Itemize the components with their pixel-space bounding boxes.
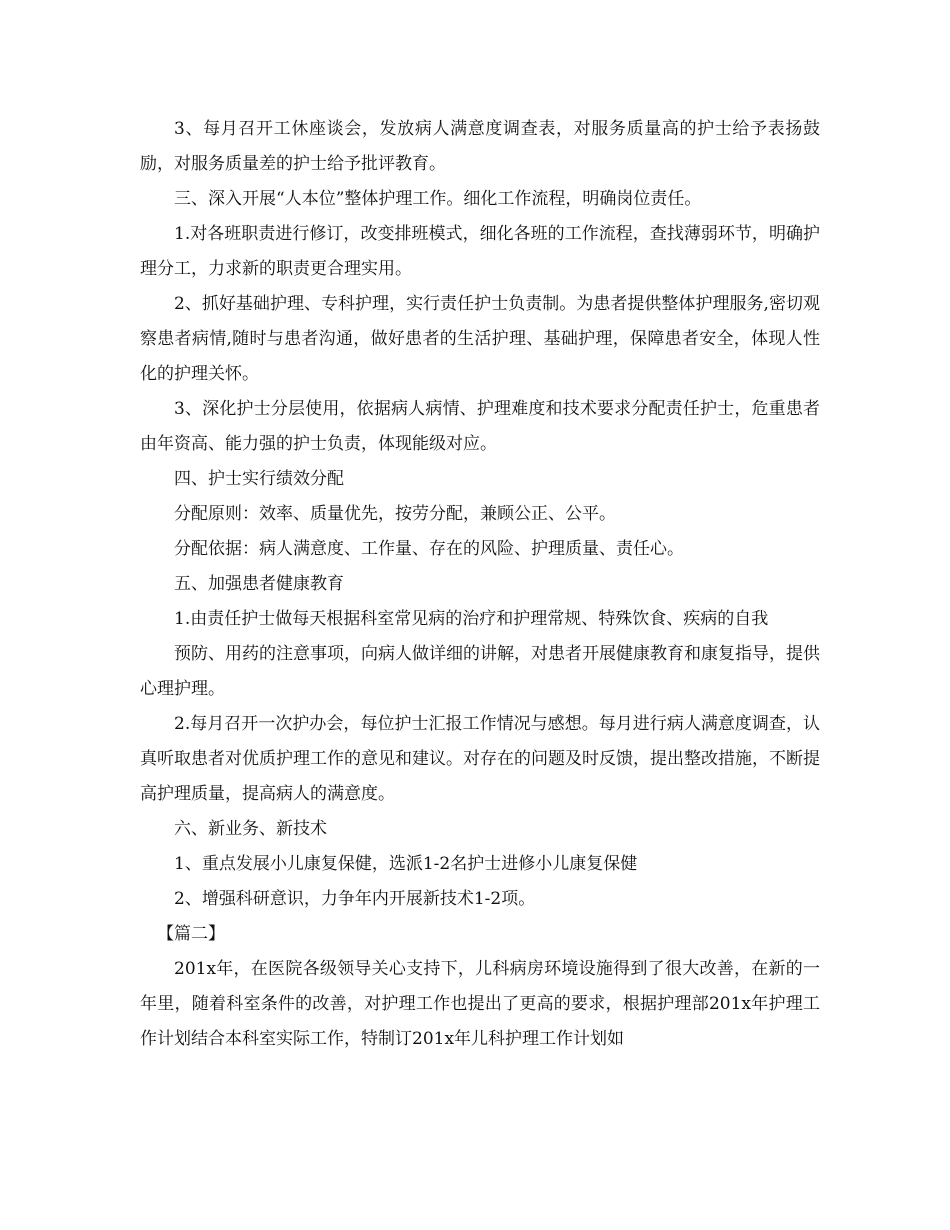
paragraph-11: 预防、用药的注意事项，向病人做详细的讲解，对患者开展健康教育和康复指导，提供心理护理。 (140, 644, 820, 699)
part-two-heading: 【篇二】 (157, 924, 225, 944)
paragraph-15: 2、增强科研意识，力争年内开展新技术1-2项。 (174, 889, 536, 909)
paragraph-5: 3、深化护士分层使用，依据病人病情、护理难度和技术要求分配责任护士，危重患者由年资高、能力强的护士负责，体现能级对应。 (140, 399, 820, 454)
paragraph-17: 201x年，在医院各级领导关心支持下，儿科病房环境设施得到了很大改善，在新的一年里，随着科室条件的改善，对护理工作也提出了更高的要求，根据护理部201x年护理工作计划结合本科室实际工作，特制订201x年儿科护理工作计划如 (140, 959, 820, 1049)
section-heading-5: 五、加强患者健康教育 (174, 574, 344, 594)
paragraph-12: 2.每月召开一次护办会，每位护士汇报工作情况与感想。每月进行病人满意度调查，认真听取患者对优质护理工作的意见和建议。对存在的问题及时反馈，提出整改措施，不断提高护理质量，提高病人的满意度。 (140, 714, 820, 804)
section-heading-6: 六、新业务、新技术 (174, 819, 327, 839)
paragraph-1: 3、每月召开工休座谈会，发放病人满意度调查表，对服务质量高的护士给予表扬鼓励，对服务质量差的护士给予批评教育。 (140, 119, 820, 174)
paragraph-4: 2、抓好基础护理、专科护理，实行责任护士负责制。为患者提供整体护理服务,密切观察患者病情,随时与患者沟通，做好患者的生活护理、基础护理，保障患者安全，体现人性化的护理关怀。 (140, 294, 820, 384)
section-heading-3: 三、深入开展“人本位”整体护理工作。细化工作流程，明确岗位责任。 (174, 189, 702, 209)
paragraph-7: 分配原则：效率、质量优先，按劳分配，兼顾公正、公平。 (174, 504, 616, 524)
paragraph-8: 分配依据：病人满意度、工作量、存在的风险、护理质量、责任心。 (174, 539, 684, 559)
paragraph-3: 1.对各班职责进行修订，改变排班模式，细化各班的工作流程，查找薄弱环节，明确护理分工，力求新的职责更合理实用。 (140, 224, 820, 279)
paragraph-14: 1、重点发展小儿康复保健，选派1-2名护士进修小儿康复保健 (174, 854, 638, 874)
section-heading-4: 四、护士实行绩效分配 (174, 469, 344, 489)
paragraph-10: 1.由责任护士做每天根据科室常见病的治疗和护理常规、特殊饮食、疾病的自我 (174, 609, 769, 629)
document-body (140, 112, 820, 1057)
